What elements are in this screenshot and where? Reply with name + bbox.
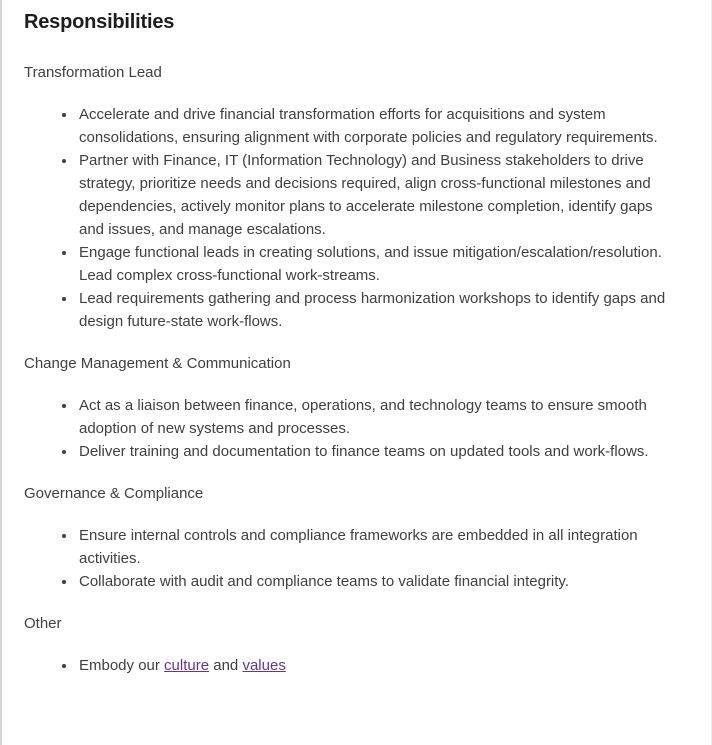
bullet-list bbox=[24, 654, 687, 677]
responsibility-section bbox=[24, 482, 687, 593]
bullet-item: • Embody our culture and values bbox=[77, 654, 671, 677]
bullet-list bbox=[24, 103, 687, 333]
section-heading: Governance & Compliance bbox=[24, 485, 204, 502]
culture-link[interactable]: culture bbox=[164, 657, 210, 674]
bullet-item: • Ensure internal controls and compliance frameworks are embedded in all integration activities. bbox=[77, 524, 671, 570]
section-heading: Change Management & Communication bbox=[24, 355, 291, 372]
responsibility-section bbox=[24, 612, 687, 677]
bullet-list bbox=[24, 394, 687, 463]
bullet-item: • Engage functional leads in creating solutions, and issue mitigation/escalation/resolution. Lead complex cross-functional work-streams. bbox=[77, 241, 671, 287]
bullet-item: • Deliver training and documentation to finance teams on updated tools and work-flows. bbox=[77, 440, 671, 463]
sections bbox=[24, 61, 687, 677]
bullet-item: • Partner with Finance, IT (Information Technology) and Business stakeholders to drive strategy, prioritize needs and decisions required, align cross-functional milestones and dependencies, actively monitor plans to accelerate milestone completion, identify gaps and issues, and manage escalations. bbox=[77, 149, 671, 241]
section-heading: Transformation Lead bbox=[24, 64, 162, 81]
bullet-item: • Accelerate and drive financial transformation efforts for acquisitions and system consolidations, ensuring alignment with corporate policies and regulatory requirements. bbox=[77, 103, 671, 149]
bullet-item: • Lead requirements gathering and process harmonization workshops to identify gaps and design future-state work-flows. bbox=[77, 287, 671, 333]
values-link[interactable]: values bbox=[242, 657, 286, 674]
bullet-item: • Act as a liaison between finance, operations, and technology teams to ensure smooth adoption of new systems and processes. bbox=[77, 394, 671, 440]
responsibility-section bbox=[24, 61, 687, 333]
section-heading: Other bbox=[24, 615, 62, 632]
bullet-item: • Collaborate with audit and compliance teams to validate financial integrity. bbox=[77, 570, 671, 593]
responsibilities-heading: Responsibilities bbox=[24, 11, 175, 33]
bullet-list bbox=[24, 524, 687, 593]
responsibility-section bbox=[24, 352, 687, 463]
